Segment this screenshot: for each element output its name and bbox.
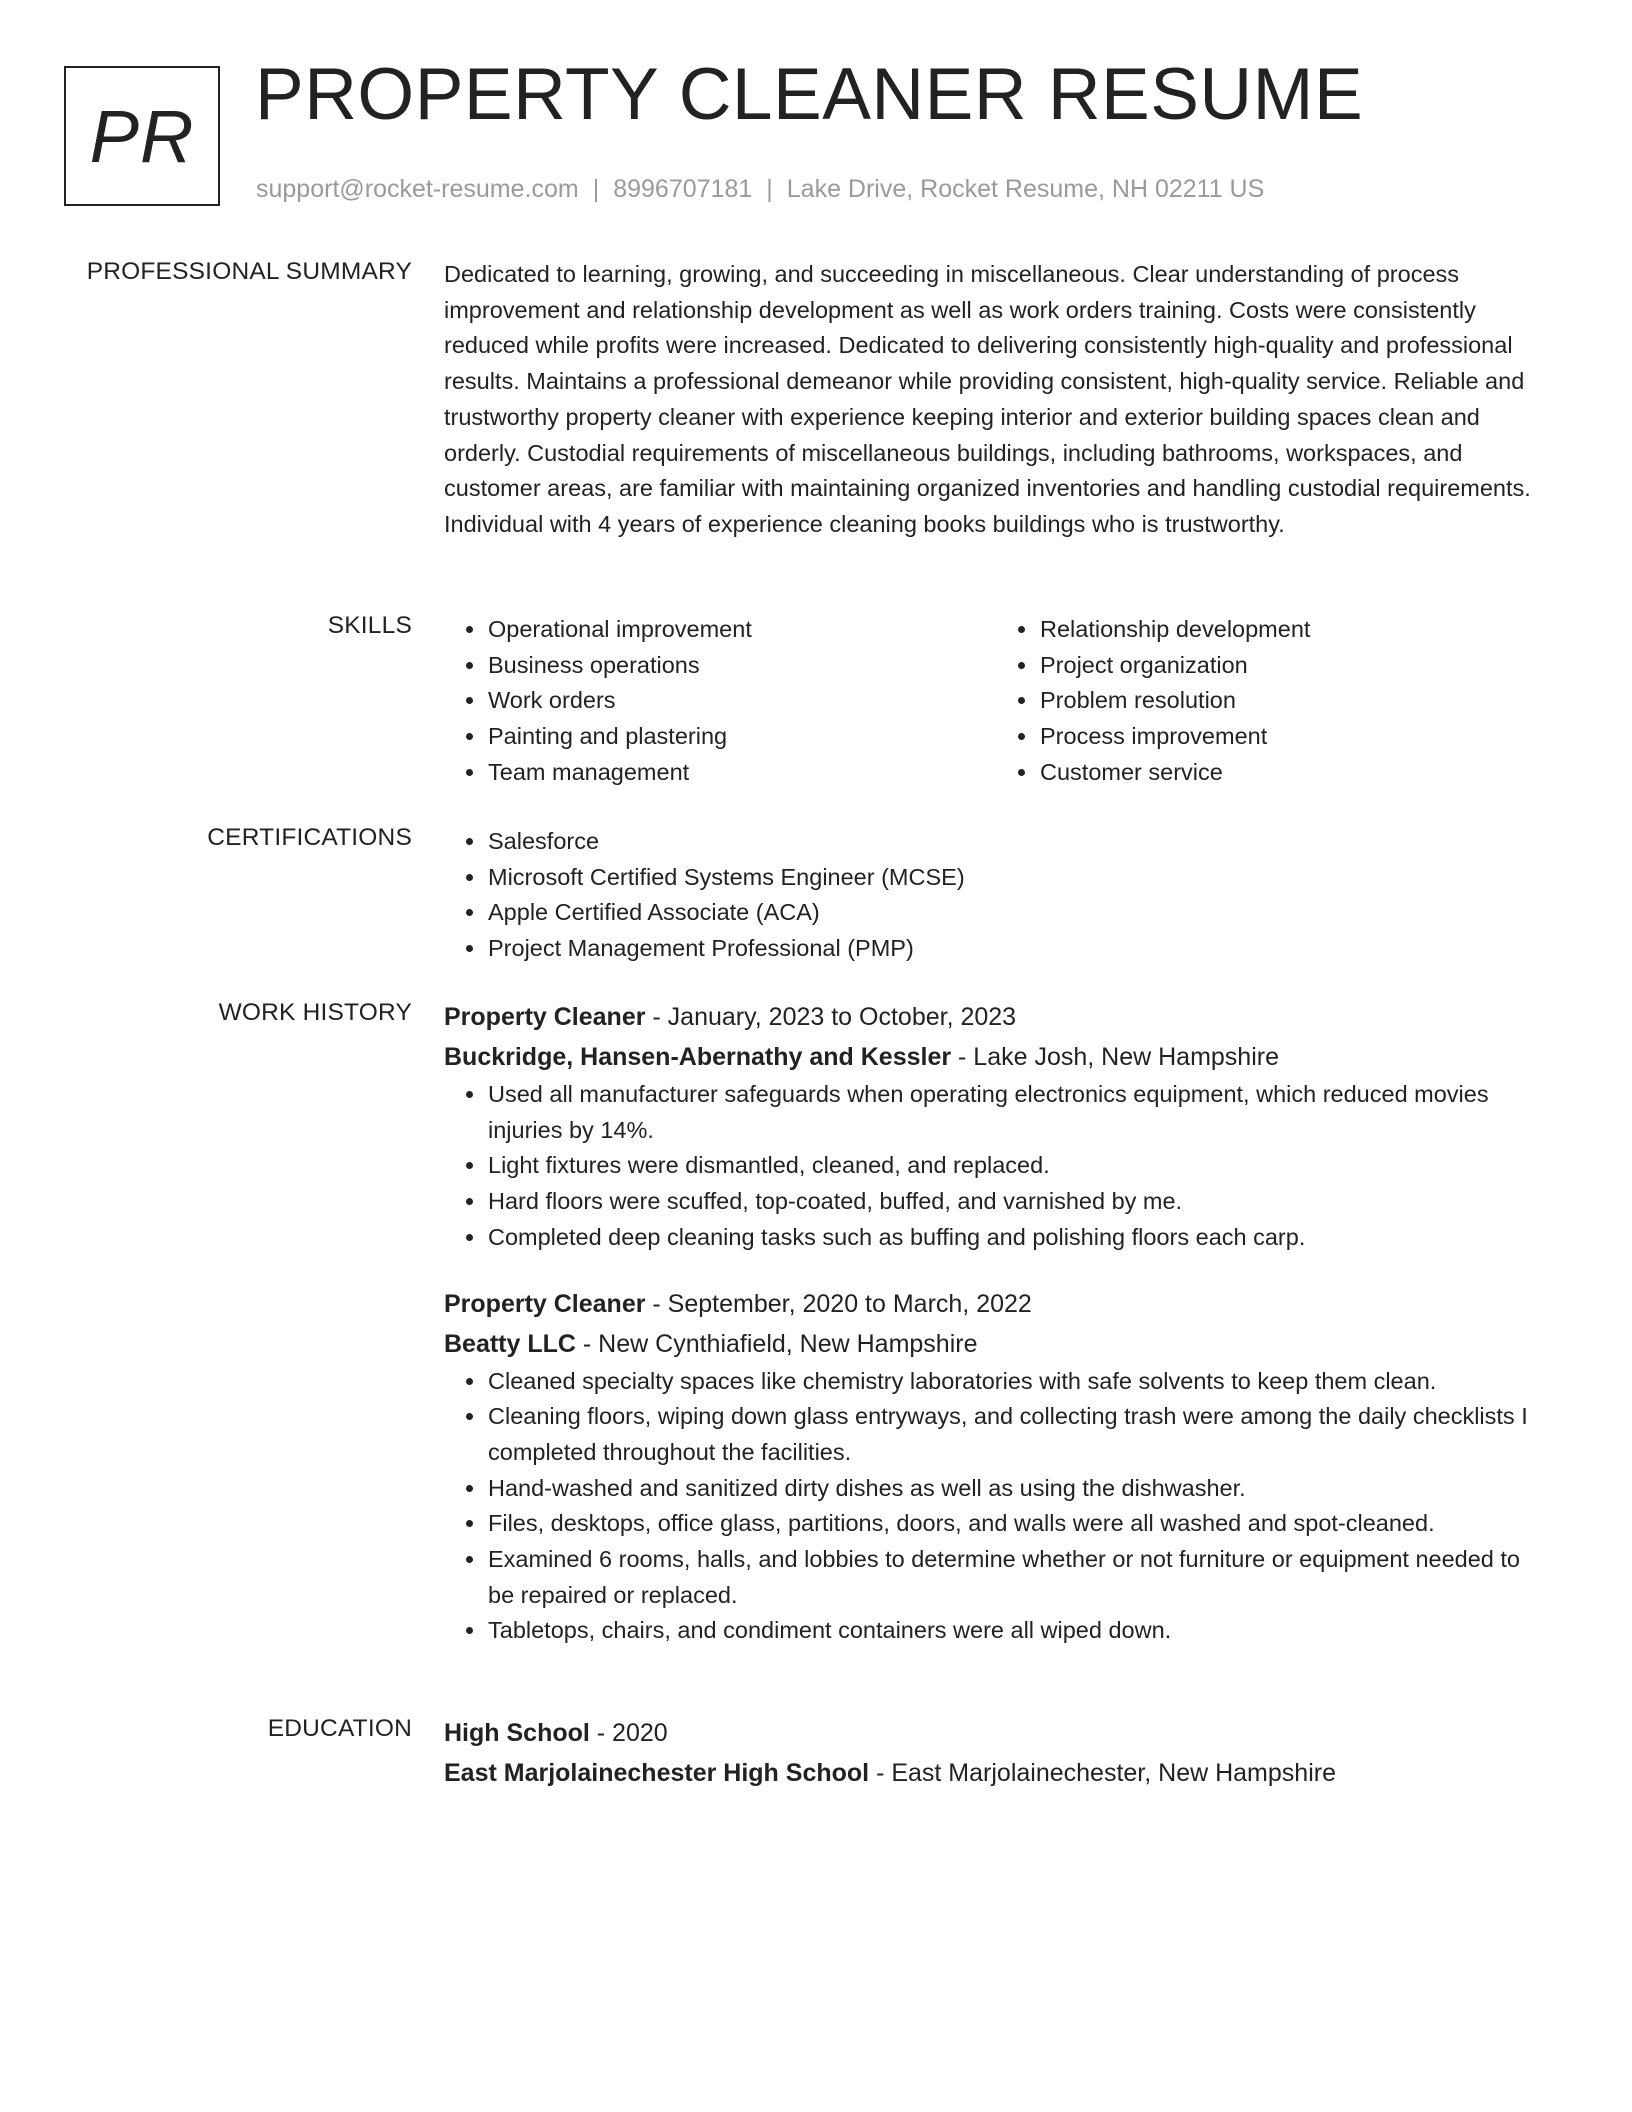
- certification-item: • Salesforce: [487, 824, 1548, 860]
- skill-item: • Customer service: [1039, 755, 1548, 791]
- skills-heading: SKILLS: [327, 612, 412, 639]
- job-entry: [444, 1284, 1548, 1650]
- job-company-line: [444, 1324, 1548, 1364]
- job-duty: • Examined 6 rooms, halls, and lobbies to determine whether or not furniture or equipment needed to be repaired or replaced.: [487, 1542, 1548, 1613]
- contact-address: Lake Drive, Rocket Resume, NH 02211 US: [786, 175, 1265, 203]
- job-duty: • Tabletops, chairs, and condiment containers were all wiped down.: [487, 1613, 1548, 1649]
- job-duties: [444, 1077, 1548, 1256]
- job-duty: • Cleaned specialty spaces like chemistry laboratories with safe solvents to keep them clean.: [487, 1364, 1548, 1400]
- skills-list-right: [996, 612, 1548, 791]
- summary-heading: PROFESSIONAL SUMMARY: [86, 258, 412, 285]
- skill-item: • Process improvement: [1039, 719, 1548, 755]
- job-title-line: [444, 997, 1548, 1037]
- job-title: Property Cleaner: [444, 1003, 646, 1031]
- education-school: East Marjolainechester High School: [444, 1759, 870, 1787]
- skill-item: • Team management: [487, 755, 996, 791]
- job-company-line: [444, 1037, 1548, 1077]
- education-year: - 2020: [589, 1719, 668, 1747]
- job-location: - Lake Josh, New Hampshire: [951, 1043, 1279, 1071]
- job-duty: • Cleaning floors, wiping down glass entryways, and collecting trash were among the daily checklists I completed throughout the facilities.: [487, 1399, 1548, 1470]
- monogram-initials: PR: [89, 94, 195, 178]
- job-entry: [444, 997, 1548, 1256]
- skill-item: • Work orders: [487, 683, 996, 719]
- certification-item: • Apple Certified Associate (ACA): [487, 895, 1548, 931]
- job-duty: • Hard floors were scuffed, top-coated, buffed, and varnished by me.: [487, 1184, 1548, 1220]
- skill-item: • Project organization: [1039, 648, 1548, 684]
- job-company: Buckridge, Hansen-Abernathy and Kessler: [444, 1043, 952, 1071]
- education-body: [444, 1713, 1548, 1793]
- job-duty: • Hand-washed and sanitized dirty dishes as well as using the dishwasher.: [487, 1471, 1548, 1507]
- job-dates: - September, 2020 to March, 2022: [645, 1289, 1032, 1318]
- job-company: Beatty LLC: [444, 1329, 576, 1358]
- contact-line: [256, 175, 1264, 204]
- skill-item: • Business operations: [487, 648, 996, 684]
- education-degree: High School: [444, 1719, 590, 1747]
- job-title: Property Cleaner: [444, 1289, 646, 1318]
- monogram-box: [64, 66, 220, 206]
- job-location: - New Cynthiafield, New Hampshire: [575, 1329, 978, 1358]
- work-history-heading: WORK HISTORY: [218, 999, 412, 1026]
- certification-item: • Microsoft Certified Systems Engineer (MCSE): [487, 860, 1548, 896]
- work-history-body: [444, 997, 1548, 1649]
- certifications-list: [444, 824, 1548, 967]
- resume-title: PROPERTY CLEANER RESUME: [255, 54, 1364, 135]
- job-duty: • Light fixtures were dismantled, cleaned, and replaced.: [487, 1148, 1548, 1184]
- job-duty: • Files, desktops, office glass, partitions, doors, and walls were all washed and spot-cleaned.: [487, 1506, 1548, 1542]
- summary-text: Dedicated to learning, growing, and succeeding in miscellaneous. Clear understanding of process improvement and relationship development as well as work orders training. Costs were consistently reduced while profits were increased. Dedicated to delivering consistently high-quality and professional results. Maintains a professional demeanor while providing consistent, high-quality service. Reliable and trustworthy property cleaner with experience keeping interior and exterior building spaces clean and orderly. Custodial requirements of miscellaneous buildings, including bathrooms, workspaces, and customer areas, are familiar with maintaining organized inventories and handling custodial requirements. Individual with 4 years of experience cleaning books buildings who is trustworthy.: [444, 261, 1531, 537]
- certification-item: • Project Management Professional (PMP): [487, 931, 1548, 967]
- contact-email: support@rocket-resume.com: [256, 175, 579, 203]
- education-location: - East Marjolainechester, New Hampshire: [869, 1759, 1336, 1787]
- certifications-body: [444, 824, 1548, 967]
- skills-body: [444, 612, 1548, 791]
- job-dates: - January, 2023 to October, 2023: [645, 1003, 1017, 1031]
- contact-separator: |: [766, 175, 773, 203]
- education-degree-line: [444, 1713, 1548, 1753]
- skill-item: • Relationship development: [1039, 612, 1548, 648]
- education-school-line: [444, 1753, 1548, 1793]
- education-heading: EDUCATION: [267, 1715, 412, 1742]
- job-title-line: [444, 1284, 1548, 1324]
- skill-item: • Problem resolution: [1039, 683, 1548, 719]
- skill-item: • Operational improvement: [487, 612, 996, 648]
- skills-list-left: [444, 612, 996, 791]
- job-duty: • Completed deep cleaning tasks such as buffing and polishing floors each carp.: [487, 1220, 1548, 1256]
- certifications-heading: CERTIFICATIONS: [207, 824, 412, 851]
- skills-grid: [444, 612, 1548, 791]
- job-duty: • Used all manufacturer safeguards when operating electronics equipment, which reduced movies injuries by 14%.: [487, 1077, 1548, 1148]
- skill-item: • Painting and plastering: [487, 719, 996, 755]
- job-duties: [444, 1364, 1548, 1650]
- contact-phone: 8996707181: [613, 175, 753, 203]
- contact-separator: |: [592, 175, 600, 203]
